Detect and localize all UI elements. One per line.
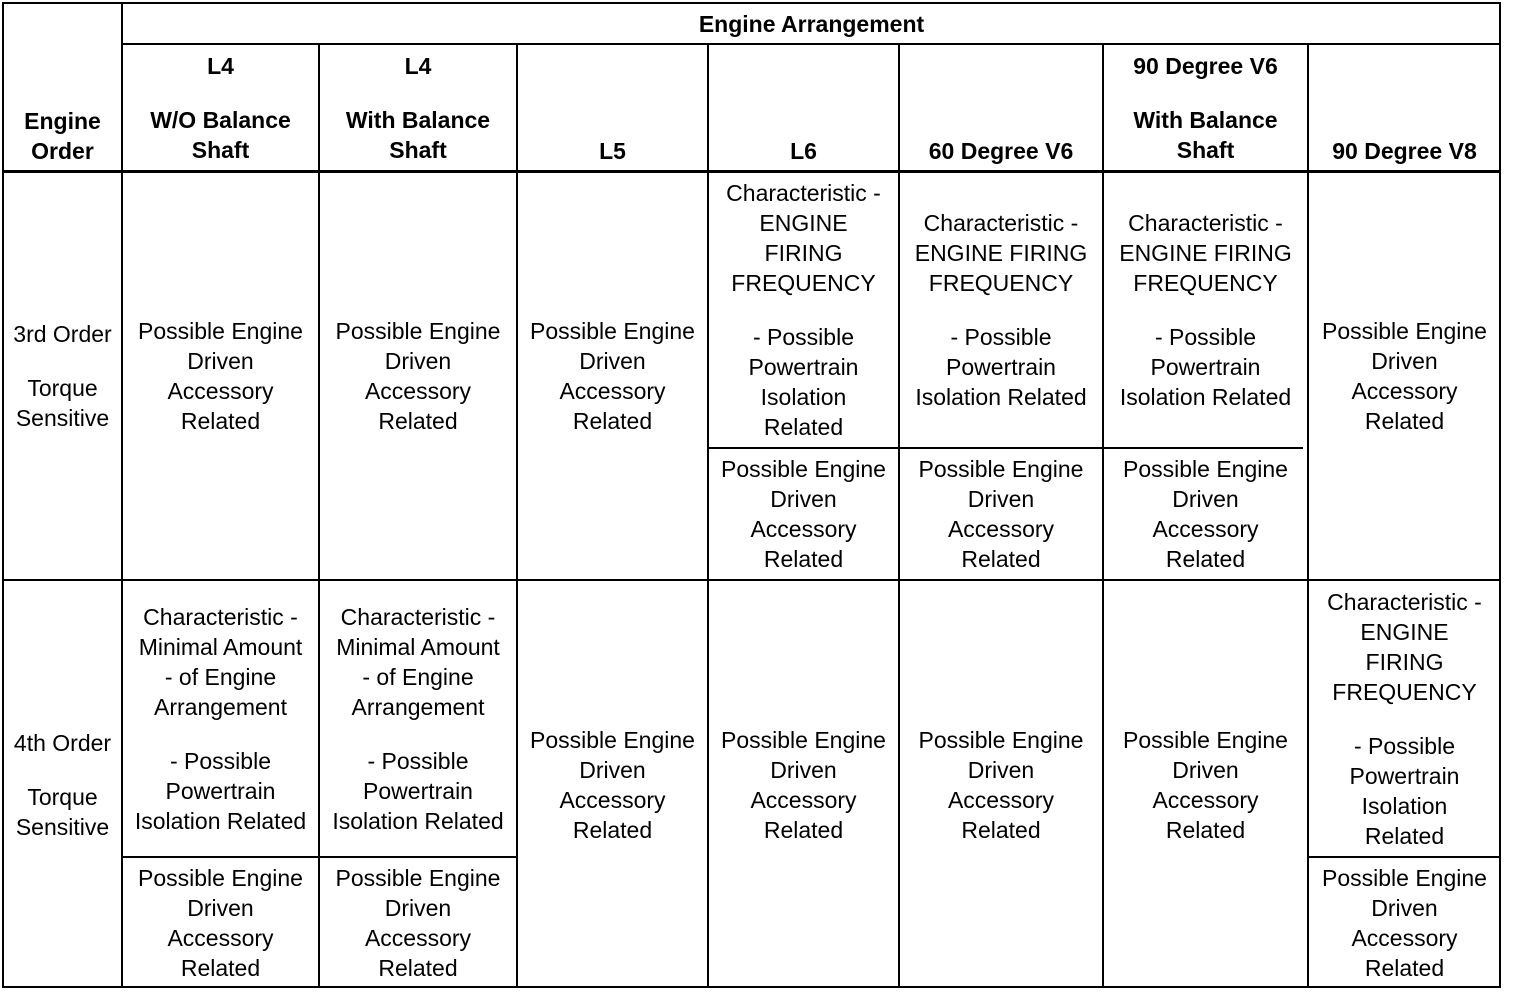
engine-arrangement-header: Engine Arrangement xyxy=(698,10,925,37)
table-cell: Possible Engine Driven Accessory Related xyxy=(1123,456,1288,572)
table-cell: Possible Engine Driven Accessory Related xyxy=(721,726,886,843)
table-cell: Possible Engine Driven Accessory Related xyxy=(530,318,695,434)
column-header-l4-with-balance-shaft: L4 With Balance Shaft xyxy=(345,53,491,163)
table-cell: Characteristic - ENGINE FIRING FREQUENCY - Possible Powertrain Isolation Related xyxy=(914,210,1088,410)
column-header-90-degree-v6: 90 Degree V6 With Balance Shaft xyxy=(1133,53,1278,163)
table-cell: Possible Engine Driven Accessory Related xyxy=(335,318,501,434)
table-cell: Possible Engine Driven Accessory Related xyxy=(1322,318,1487,434)
column-header-l4-wo-balance-shaft: L4 W/O Balance Shaft xyxy=(150,53,291,163)
engine-order-header: Engine Order xyxy=(24,108,101,164)
column-header-l6: L6 xyxy=(790,138,817,164)
row-header-3rd-order: 3rd Order Torque Sensitive xyxy=(13,321,112,431)
table-cell: Characteristic - Minimal Amount - of Engine Arrangement - Possible Powertrain Isolation Related xyxy=(332,603,504,834)
table-cell: Possible Engine Driven Accessory Related xyxy=(1322,865,1487,981)
table-cell: Possible Engine Driven Accessory Related xyxy=(138,318,303,434)
column-header-90-degree-v8: 90 Degree V8 xyxy=(1332,138,1477,164)
column-header-60-degree-v6: 60 Degree V6 xyxy=(928,138,1074,164)
table-cell: Possible Engine Driven Accessory Related xyxy=(1123,726,1288,843)
table-cell: Possible Engine Driven Accessory Related xyxy=(530,726,695,843)
table-cell: Possible Engine Driven Accessory Related xyxy=(721,456,886,572)
table-cell: Possible Engine Driven Accessory Related xyxy=(918,726,1084,843)
table-cell: Characteristic - ENGINE FIRING FREQUENCY - Possible Powertrain Isolation Related xyxy=(726,180,881,440)
table-cell: Possible Engine Driven Accessory Related xyxy=(138,865,303,981)
table-cell: Characteristic - ENGINE FIRING FREQUENCY - Possible Powertrain Isolation Related xyxy=(1119,210,1292,410)
row-header-4th-order: 4th Order Torque Sensitive xyxy=(13,729,112,840)
table-cell: Possible Engine Driven Accessory Related xyxy=(335,865,501,981)
table-cell: Characteristic - Minimal Amount - of Engine Arrangement - Possible Powertrain Isolation Related xyxy=(134,603,307,834)
table-cell: Characteristic - ENGINE FIRING FREQUENCY - Possible Powertrain Isolation Related xyxy=(1327,588,1482,849)
table-cell: Possible Engine Driven Accessory Related xyxy=(918,456,1084,572)
column-header-l5: L5 xyxy=(599,138,626,164)
